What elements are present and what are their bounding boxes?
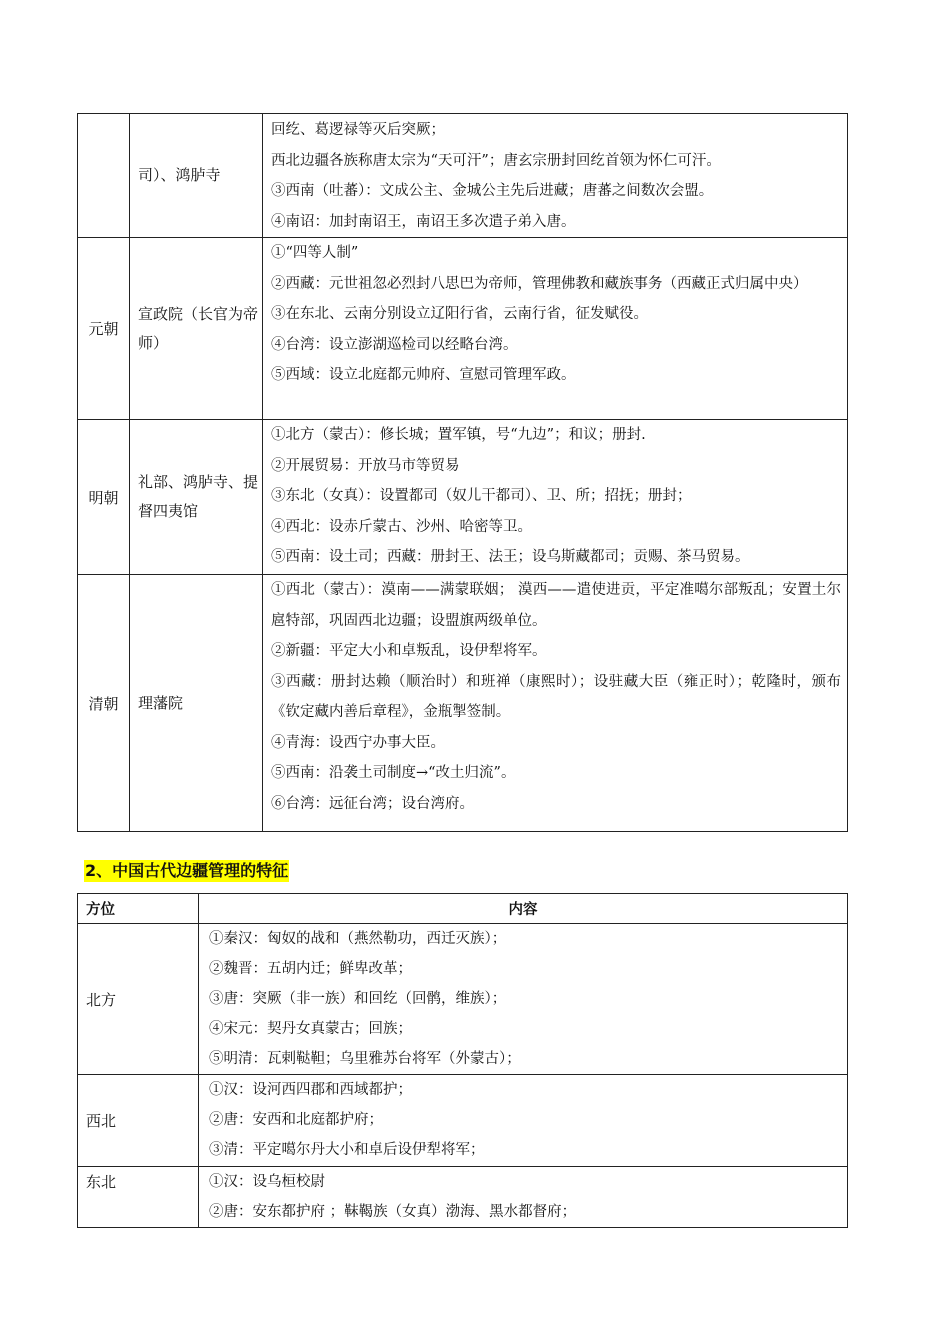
content-cell [263,114,848,238]
content-line: ⑥台湾：远征台湾；设台湾府。 [271,795,474,812]
table-row [78,420,848,575]
content-line: ③在东北、云南分别设立辽阳行省，云南行省，征发赋役。 [271,306,648,322]
table-row [78,114,848,238]
content-line: ③清：平定噶尔丹大小和卓后设伊犁将军； [209,1142,485,1158]
content-cell [263,238,848,420]
table-row [78,1167,848,1228]
content-line: ⑤西南：沿袭土司制度→“改土归流”。 [271,765,516,781]
content-line: ③东北（女真）：设置都司（奴儿干都司）、卫、所；招抚；册封； [271,488,692,504]
content-line: ③西藏：册封达赖（顺治时）和班禅（康熙时）；设驻藏大臣（雍正时）；乾隆时，颁布《钦定藏内善后章程》，金瓶掣签制。 [271,673,841,720]
dynasty-cell: 清朝 [78,575,130,832]
header-content: 内容 [199,894,848,924]
header-direction: 方位 [78,894,199,924]
content-line: ②唐：安西和北庭都护府； [209,1112,383,1128]
table-header-row [78,894,848,924]
content-line: ⑤西南：设土司；西藏：册封王、法王；设乌斯藏都司；贡赐、茶马贸易。 [271,549,750,565]
table-row [78,238,848,420]
direction-cell: 北方 [78,924,199,1075]
content-line: ⑤明清：瓦剌鞑靼；乌里雅苏台将军（外蒙古）； [209,1051,521,1067]
table-row [78,924,848,1075]
content-line: ②开展贸易：开放马市等贸易 [271,457,460,474]
content-cell [263,575,848,832]
content-line: ①秦汉：匈奴的战和（燕然勒功，西迁灭族）； [209,931,507,947]
table-row [78,575,848,832]
content-line: 回纥、葛逻禄等灭后突厥； [271,122,445,138]
content-cell [263,420,848,575]
dynasty-border-table [77,113,848,832]
organ-cell: 司）、鸿胪寺 [130,114,263,238]
section-heading: 2、中国古代边疆管理的特征 [85,861,289,880]
content-cell [199,1075,848,1167]
dynasty-cell [78,114,130,238]
content-line: ②魏晋：五胡内迁；鲜卑改革； [209,961,412,977]
content-line: ②唐：安东都护府 ；靺鞨族（女真）渤海、黑水都督府； [209,1204,577,1220]
organ-cell: 礼部、鸿胪寺、提督四夷馆 [130,420,263,575]
table-row [78,1075,848,1167]
direction-cell: 西北 [78,1075,199,1167]
content-line: ②新疆：平定大小和卓叛乱，设伊犁将军。 [271,643,547,659]
content-line: ④西北：设赤斤蒙古、沙州、哈密等卫。 [271,518,532,535]
organ-cell: 理藩院 [130,575,263,832]
content-cell [199,1167,848,1228]
content-line: ①汉：设乌桓校尉 [209,1174,325,1190]
dynasty-cell: 元朝 [78,238,130,420]
content-line: 西北边疆各族称唐太宗为“天可汗”；唐玄宗册封回纥首领为怀仁可汗。 [271,152,721,169]
content-line: ①“四等人制” [271,245,359,261]
dynasty-cell: 明朝 [78,420,130,575]
content-cell [199,924,848,1075]
content-line: ④宋元：契丹女真蒙古；回族； [209,1021,412,1037]
content-line: ④青海：设西宁办事大臣。 [271,734,445,751]
organ-cell: 宣政院（长官为帝师） [130,238,263,420]
content-line: ④南诏：加封南诏王，南诏王多次遣子弟入唐。 [271,213,576,230]
content-line: ②西藏：元世祖忽必烈封八思巴为帝师，管理佛教和藏族事务（西藏正式归属中央） [271,275,808,292]
content-line: ④台湾：设立澎湖巡检司以经略台湾。 [271,336,518,353]
border-features-table [77,893,848,1228]
content-line: ⑤西域：设立北庭都元帅府、宣慰司管理军政。 [271,367,576,383]
content-line: ①北方（蒙古）：修长城；置军镇，号“九边”；和议；册封. [271,427,646,443]
content-line: ③西南（吐蕃）：文成公主、金城公主先后进藏；唐蕃之间数次会盟。 [271,183,714,199]
content-line: ③唐：突厥（非一族）和回纥（回鹘，维族）； [209,991,507,1007]
content-line: ①汉：设河西四郡和西域都护； [209,1082,412,1098]
direction-cell: 东北 [78,1167,199,1228]
content-line: ①西北（蒙古）：漠南——满蒙联姻； 漠西——遣使进贡，平定准噶尔部叛乱；安置土尔扈特部，巩固西北边疆；设盟旗两级单位。 [271,582,841,629]
